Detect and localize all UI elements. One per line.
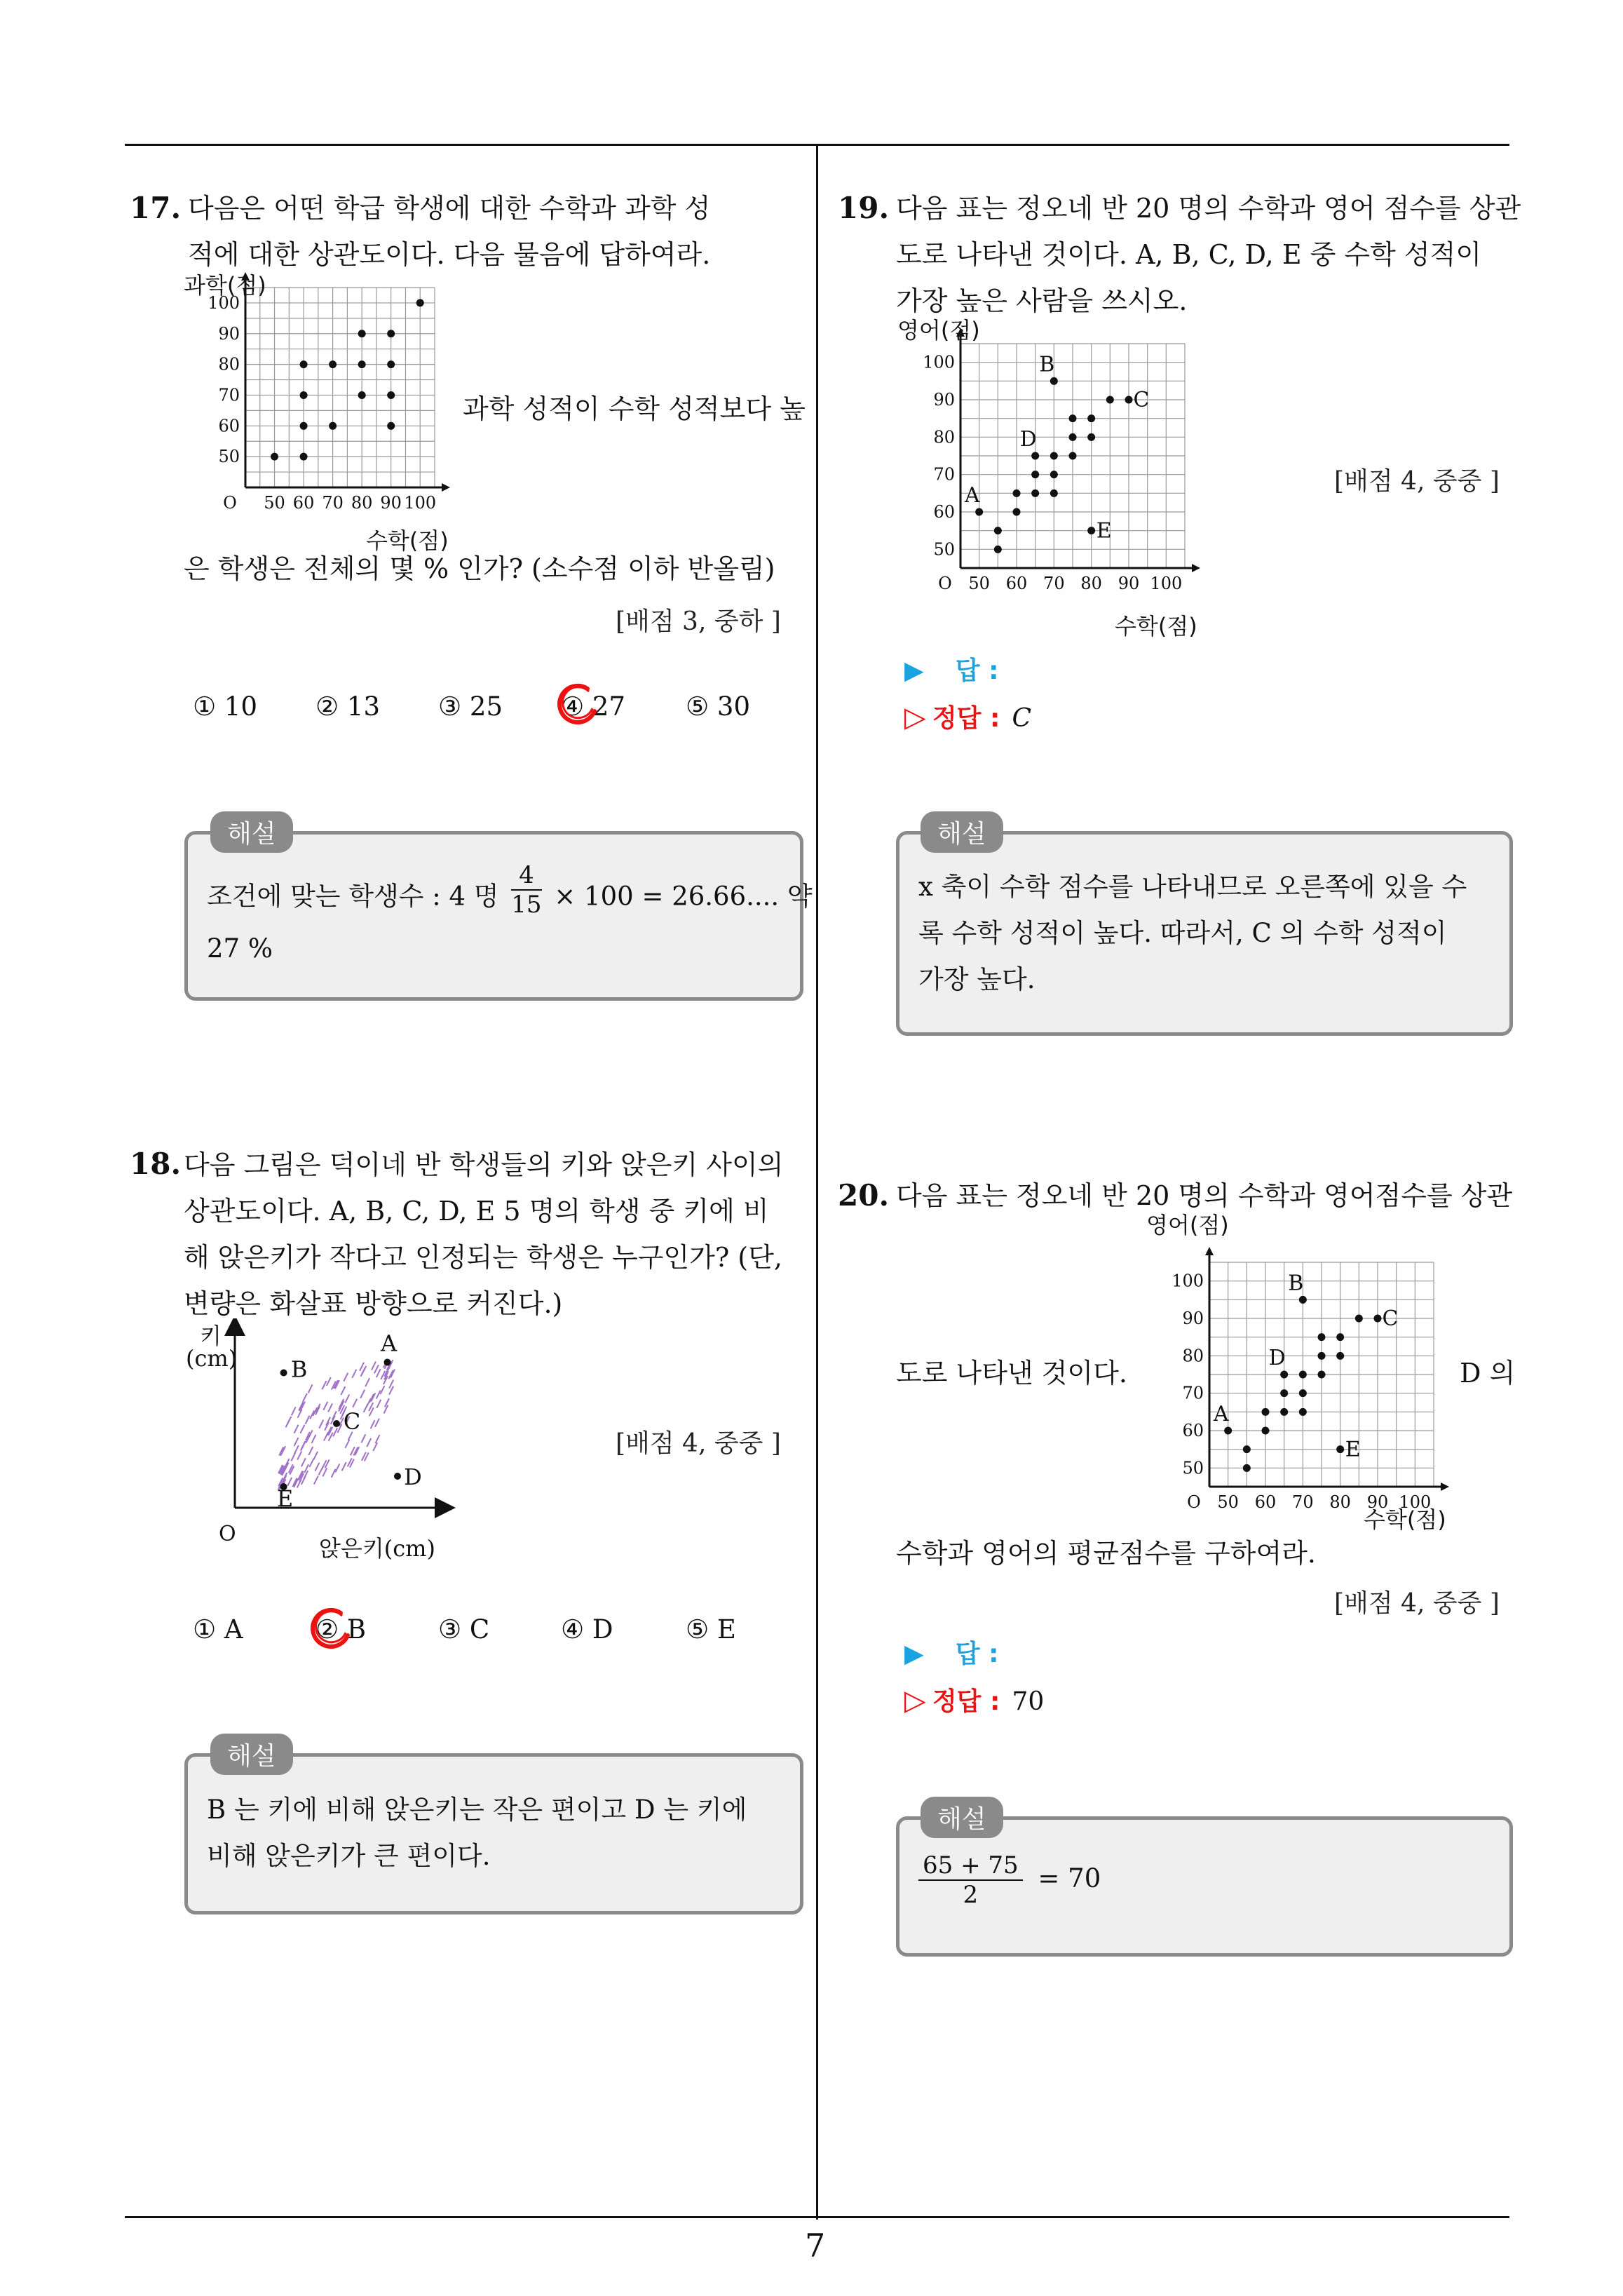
data-point [271, 453, 278, 461]
cloud-dash [287, 1417, 291, 1425]
q19-explanation-line1: x 축이 수학 점수를 나타내므로 오른쪽에 있을 수 [918, 872, 1467, 902]
q18-explanation-tab: 해설 [210, 1734, 293, 1775]
data-point [1125, 396, 1133, 404]
q19-number: 19. [838, 191, 890, 225]
point-label: B [1288, 1271, 1304, 1296]
q18-score: [배점 4, 중중 ] [616, 1429, 781, 1458]
x-tick-label: 50 [968, 574, 990, 593]
q18-choice-4[interactable]: ④ D [561, 1614, 613, 1645]
q17-choice-4[interactable]: ④ 27 [561, 691, 626, 722]
cloud-dash [341, 1386, 345, 1395]
q20-correct-row [904, 1682, 1044, 1717]
y-tick-label: 70 [218, 385, 240, 405]
data-point [358, 391, 366, 399]
point-label: E [1096, 518, 1112, 543]
q20-score: [배점 4, 중중 ] [1334, 1589, 1500, 1618]
data-point [1050, 452, 1058, 460]
q20-answer-row [904, 1634, 999, 1670]
data-point [1336, 1445, 1344, 1453]
x-tick-label: 60 [1005, 574, 1028, 593]
q20-explanation-tab: 해설 [921, 1797, 1003, 1838]
point-label: A [964, 483, 980, 508]
data-point [387, 360, 395, 368]
data-point [1280, 1389, 1288, 1397]
q20-line2-left: 도로 나타낸 것이다. [896, 1358, 1127, 1389]
y-tick-label: 90 [1182, 1309, 1204, 1328]
cloud-dash [309, 1459, 313, 1467]
cloud-dash [345, 1440, 349, 1448]
y-tick-label: 60 [933, 502, 955, 522]
q20-ylabel: 영어(점) [1146, 1212, 1229, 1238]
q20-frac-num: 65 + 75 [918, 1851, 1023, 1881]
cloud-dash [344, 1373, 348, 1382]
origin-label: O [938, 574, 952, 593]
cloud-dash [301, 1458, 306, 1466]
q17-fraction [511, 861, 541, 919]
q17-explanation-line2: 27 % [207, 933, 273, 964]
data-point [1031, 452, 1039, 460]
q18-choice-2[interactable]: ② B [315, 1614, 367, 1645]
q20-correct-value: 70 [1012, 1687, 1045, 1716]
cloud-dash [376, 1391, 381, 1399]
q20-correct-label: 정답 : [932, 1687, 1000, 1716]
data-point [300, 391, 308, 399]
cloud-dash [335, 1464, 339, 1472]
cloud-dash [342, 1462, 346, 1471]
q18-explanation-line2: 비해 앉은키가 큰 편이다. [207, 1841, 491, 1871]
q19-scatter-chart [904, 316, 1213, 617]
q20-line2-right: D 의 [1460, 1358, 1516, 1389]
point-label: E [1345, 1437, 1361, 1462]
x-tick-label: 90 [1366, 1492, 1389, 1512]
data-point [358, 330, 366, 337]
data-point [329, 422, 337, 430]
x-tick-label: 50 [1217, 1492, 1239, 1512]
q18-ylabel-unit: (cm) [186, 1345, 238, 1372]
cloud-dash [372, 1362, 376, 1370]
cloud-dash [327, 1377, 331, 1386]
data-point [1050, 489, 1058, 497]
y-tick-label: 50 [218, 447, 240, 467]
q18-choice-5[interactable]: ⑤ E [686, 1614, 736, 1645]
x-axis-arrow [1441, 1483, 1449, 1491]
x-axis-arrow [442, 483, 450, 492]
cloud-dash [376, 1369, 381, 1377]
column-divider [816, 144, 818, 2220]
cloud-dash [291, 1452, 295, 1461]
cloud-dash [373, 1443, 377, 1451]
q19-correct-arrow-icon: ▷ [904, 701, 926, 734]
cloud-dash [303, 1393, 307, 1402]
q17-side-text: 과학 성적이 수학 성적보다 높 [463, 393, 806, 424]
q19-answer-arrow-icon: ▶ [904, 656, 924, 685]
x-tick-label: 90 [1118, 574, 1140, 593]
q17-frac-num: 4 [511, 861, 541, 891]
q18-explanation-line1: B 는 키에 비해 앉은키는 작은 편이고 D 는 키에 [207, 1795, 747, 1825]
q19-correct-label: 정답 : [932, 704, 1000, 733]
cloud-dash [367, 1438, 371, 1447]
data-point [1355, 1315, 1363, 1323]
data-point [358, 360, 366, 368]
data-point [1336, 1333, 1344, 1341]
data-point [975, 508, 983, 516]
cloud-dash [308, 1447, 313, 1455]
q19-answer-label: 답 : [955, 656, 999, 685]
cloud-dash [294, 1438, 299, 1446]
point-label: E [276, 1485, 294, 1512]
q17-explanation-line1 [207, 861, 813, 927]
data-point [1299, 1371, 1307, 1379]
data-point [1299, 1389, 1307, 1397]
q20-correct-arrow-icon: ▷ [904, 1684, 926, 1717]
q19-ylabel: 영어(점) [897, 317, 980, 344]
q17-choice-1[interactable]: ① 10 [193, 691, 258, 722]
data-point [416, 299, 424, 306]
cloud-dash [324, 1432, 328, 1440]
q20-fraction [918, 1851, 1023, 1909]
y-tick-label: 80 [1182, 1346, 1204, 1366]
q20-scatter-chart [1153, 1234, 1462, 1536]
q19-line1: 다음 표는 정오네 반 20 명의 수학과 영어 점수를 상관 [896, 193, 1521, 224]
data-point [387, 330, 395, 337]
point-label: B [290, 1356, 308, 1383]
bottom-rule [125, 2216, 1509, 2218]
data-point [1087, 433, 1095, 441]
q20-frac-den: 2 [963, 1881, 979, 1909]
q17-frac-den: 15 [511, 891, 542, 919]
cloud-dash [375, 1435, 379, 1443]
q17-choice-2[interactable]: ② 13 [315, 691, 381, 722]
q18-xlabel: 앉은키(cm) [319, 1535, 435, 1562]
cloud-dash [360, 1390, 365, 1398]
data-point [300, 422, 308, 430]
point-label: B [1039, 352, 1055, 377]
q20-answer-label: 답 : [955, 1640, 999, 1668]
cloud-dash [301, 1441, 306, 1450]
y-axis-arrow [1205, 1247, 1214, 1255]
cloud-dash [328, 1403, 332, 1412]
data-point [387, 391, 395, 399]
data-point [1336, 1352, 1344, 1360]
cloud-dash [365, 1378, 369, 1386]
q19-answer-row [904, 651, 999, 687]
q20-line1: 다음 표는 정오네 반 20 명의 수학과 영어점수를 상관 [896, 1180, 1513, 1211]
cloud-dash [352, 1370, 356, 1378]
x-tick-label: 80 [1329, 1492, 1351, 1512]
data-point [300, 453, 308, 461]
q18-origin: O [219, 1522, 236, 1546]
x-tick-label: 60 [292, 493, 315, 513]
x-tick-label: 80 [1080, 574, 1102, 593]
data-point [1087, 414, 1095, 422]
y-tick-label: 100 [923, 352, 955, 372]
cloud-dash [361, 1434, 365, 1443]
data-point [394, 1473, 401, 1480]
q17-xlabel: 수학(점) [366, 527, 449, 554]
x-tick-label: 100 [1150, 574, 1183, 593]
data-point [1031, 471, 1039, 478]
data-point [1318, 1352, 1326, 1360]
point-label: D [1019, 427, 1037, 452]
cloud-dash [380, 1386, 384, 1394]
data-point [329, 360, 337, 368]
q18-line2: 상관도이다. A, B, C, D, E 5 명의 학생 중 키에 비 [184, 1196, 769, 1227]
x-axis-arrow [1192, 564, 1200, 572]
x-tick-label: 70 [1292, 1492, 1314, 1512]
q19-score: [배점 4, 중중 ] [1334, 467, 1500, 496]
y-tick-label: 50 [1182, 1458, 1204, 1478]
y-tick-label: 100 [1172, 1271, 1204, 1291]
data-point [1374, 1315, 1382, 1323]
q19-explanation-line2: 록 수학 성적이 높다. 따라서, C 의 수학 성적이 [918, 918, 1447, 948]
q18-line3: 해 앉은키가 작다고 인정되는 학생은 누구인가? (단, [184, 1242, 782, 1273]
cloud-dash [297, 1452, 301, 1460]
data-point [333, 1420, 340, 1427]
q18-choice-3[interactable]: ③ C [438, 1614, 490, 1645]
q20-xlabel: 수학(점) [1364, 1506, 1446, 1533]
data-point [994, 546, 1002, 553]
y-tick-label: 90 [933, 390, 955, 410]
point-label: C [343, 1408, 361, 1435]
data-point [1087, 527, 1095, 534]
q17-line3: 은 학생은 전체의 몇 % 인가? (소수점 이하 반올림) [184, 553, 775, 584]
q17-number: 17. [130, 191, 182, 225]
page-number: 7 [805, 2227, 826, 2264]
q18-choice-1[interactable]: ① A [193, 1614, 243, 1645]
data-point [1224, 1427, 1232, 1435]
point-label: A [1213, 1402, 1229, 1426]
data-point [280, 1370, 287, 1377]
q19-xlabel: 수학(점) [1115, 613, 1197, 640]
x-tick-label: 100 [1399, 1492, 1432, 1512]
q19-correct-value: C [1012, 704, 1031, 733]
cloud-dash [294, 1425, 299, 1433]
point-label: A [380, 1330, 398, 1357]
data-point [1069, 452, 1077, 460]
data-point [1280, 1371, 1288, 1379]
point-label: C [1133, 388, 1150, 412]
q17-answer-mark-circle [554, 682, 603, 731]
q20-line3: 수학과 영어의 평균점수를 구하여라. [896, 1538, 1316, 1569]
data-point [1013, 508, 1021, 516]
point-label: D [1268, 1346, 1286, 1370]
q19-explanation-tab: 해설 [921, 811, 1003, 853]
data-point [384, 1359, 391, 1366]
y-tick-label: 70 [1182, 1383, 1204, 1403]
x-tick-label: 70 [322, 493, 344, 513]
q20-expl-post: = 70 [1038, 1863, 1101, 1893]
y-tick-label: 60 [1182, 1421, 1204, 1440]
data-point [1262, 1408, 1270, 1416]
y-tick-label: 80 [218, 354, 240, 374]
cloud-dash [353, 1399, 357, 1407]
cloud-dash [322, 1381, 326, 1389]
q19-line2: 도로 나타낸 것이다. A, B, C, D, E 중 수학 성적이 [896, 239, 1482, 270]
x-tick-label: 60 [1254, 1492, 1277, 1512]
origin-label: O [223, 493, 237, 513]
data-point [387, 422, 395, 430]
data-point [1280, 1408, 1288, 1416]
q17-ylabel: 과학(점) [184, 272, 266, 299]
cloud-dash [319, 1466, 323, 1475]
q18-ylabel-top: 키 [200, 1323, 222, 1349]
data-point [1106, 396, 1114, 404]
data-point [1031, 489, 1039, 497]
data-point [1243, 1445, 1251, 1453]
q17-expl-pre: 조건에 맞는 학생수 : 4 명 [207, 881, 499, 912]
data-point [1299, 1408, 1307, 1416]
data-point [1243, 1464, 1251, 1472]
cloud-dash [375, 1419, 379, 1427]
data-point [300, 360, 308, 368]
cloud-dash [292, 1407, 296, 1415]
y-tick-label: 100 [208, 292, 240, 313]
data-point [994, 527, 1002, 534]
q19-correct-row [904, 698, 1031, 734]
x-tick-label: 80 [351, 493, 373, 513]
q19-line3: 가장 높은 사람을 쓰시오. [896, 285, 1188, 316]
data-point [1069, 414, 1077, 422]
cloud-dash [322, 1468, 327, 1476]
data-point [1069, 433, 1077, 441]
q17-explanation-tab: 해설 [210, 811, 293, 853]
data-point [1318, 1333, 1326, 1341]
point-label: D [404, 1464, 422, 1490]
cloud-dash [371, 1420, 375, 1429]
x-tick-label: 100 [404, 493, 437, 513]
q20-number: 20. [838, 1178, 890, 1213]
q17-choice-3[interactable]: ③ 25 [438, 691, 503, 722]
cloud-dash [315, 1463, 319, 1471]
data-point [1262, 1427, 1270, 1435]
cloud-dash [300, 1425, 304, 1433]
cloud-dash [333, 1428, 337, 1436]
x-tick-label: 70 [1043, 574, 1065, 593]
data-point [1013, 489, 1021, 497]
cloud-dash [376, 1400, 381, 1408]
x-tick-label: 50 [264, 493, 285, 513]
q17-line2: 적에 대한 상관도이다. 다음 물음에 답하여라. [188, 239, 711, 270]
origin-label: O [1187, 1492, 1201, 1512]
cloud-dash [374, 1365, 379, 1373]
q17-expl-post: × 100 = 26.66.... 약 [554, 881, 813, 912]
data-point [1050, 471, 1058, 478]
q18-answer-mark-circle [307, 1606, 356, 1655]
q17-score: [배점 3, 중하 ] [616, 607, 781, 636]
cloud-dash [323, 1402, 327, 1410]
q19-explanation-line3: 가장 높다. [918, 964, 1035, 994]
cloud-dash [361, 1368, 365, 1377]
data-point [1050, 377, 1058, 385]
cloud-dash [319, 1420, 323, 1429]
q17-line1: 다음은 어떤 학급 학생에 대한 수학과 과학 성 [188, 193, 711, 224]
point-label: C [1382, 1306, 1399, 1331]
cloud-dash [314, 1475, 318, 1484]
y-tick-label: 90 [218, 323, 240, 344]
q18-line4: 변량은 화살표 방향으로 커진다.) [184, 1288, 563, 1319]
data-point [1299, 1296, 1307, 1304]
q18-number: 18. [130, 1147, 182, 1181]
x-tick-label: 90 [380, 493, 402, 513]
cloud-dash [308, 1384, 313, 1393]
y-tick-label: 80 [933, 427, 955, 447]
data-point [1318, 1371, 1326, 1379]
cloud-dash [311, 1435, 315, 1443]
q20-explanation-formula [918, 1851, 1101, 1909]
y-tick-label: 70 [933, 464, 955, 485]
q17-choice-5[interactable]: ⑤ 30 [686, 691, 751, 722]
y-tick-label: 60 [218, 416, 240, 436]
q20-answer-arrow-icon: ▶ [904, 1640, 924, 1668]
cloud-dash [305, 1416, 309, 1424]
q18-line1: 다음 그림은 덕이네 반 학생들의 키와 앉은키 사이의 [184, 1149, 784, 1180]
cloud-dash [313, 1452, 318, 1460]
y-tick-label: 50 [933, 539, 955, 560]
cloud-dash [345, 1394, 349, 1403]
cloud-dash [360, 1363, 364, 1371]
q17-scatter-chart [179, 266, 473, 561]
cloud-dash [332, 1469, 336, 1478]
